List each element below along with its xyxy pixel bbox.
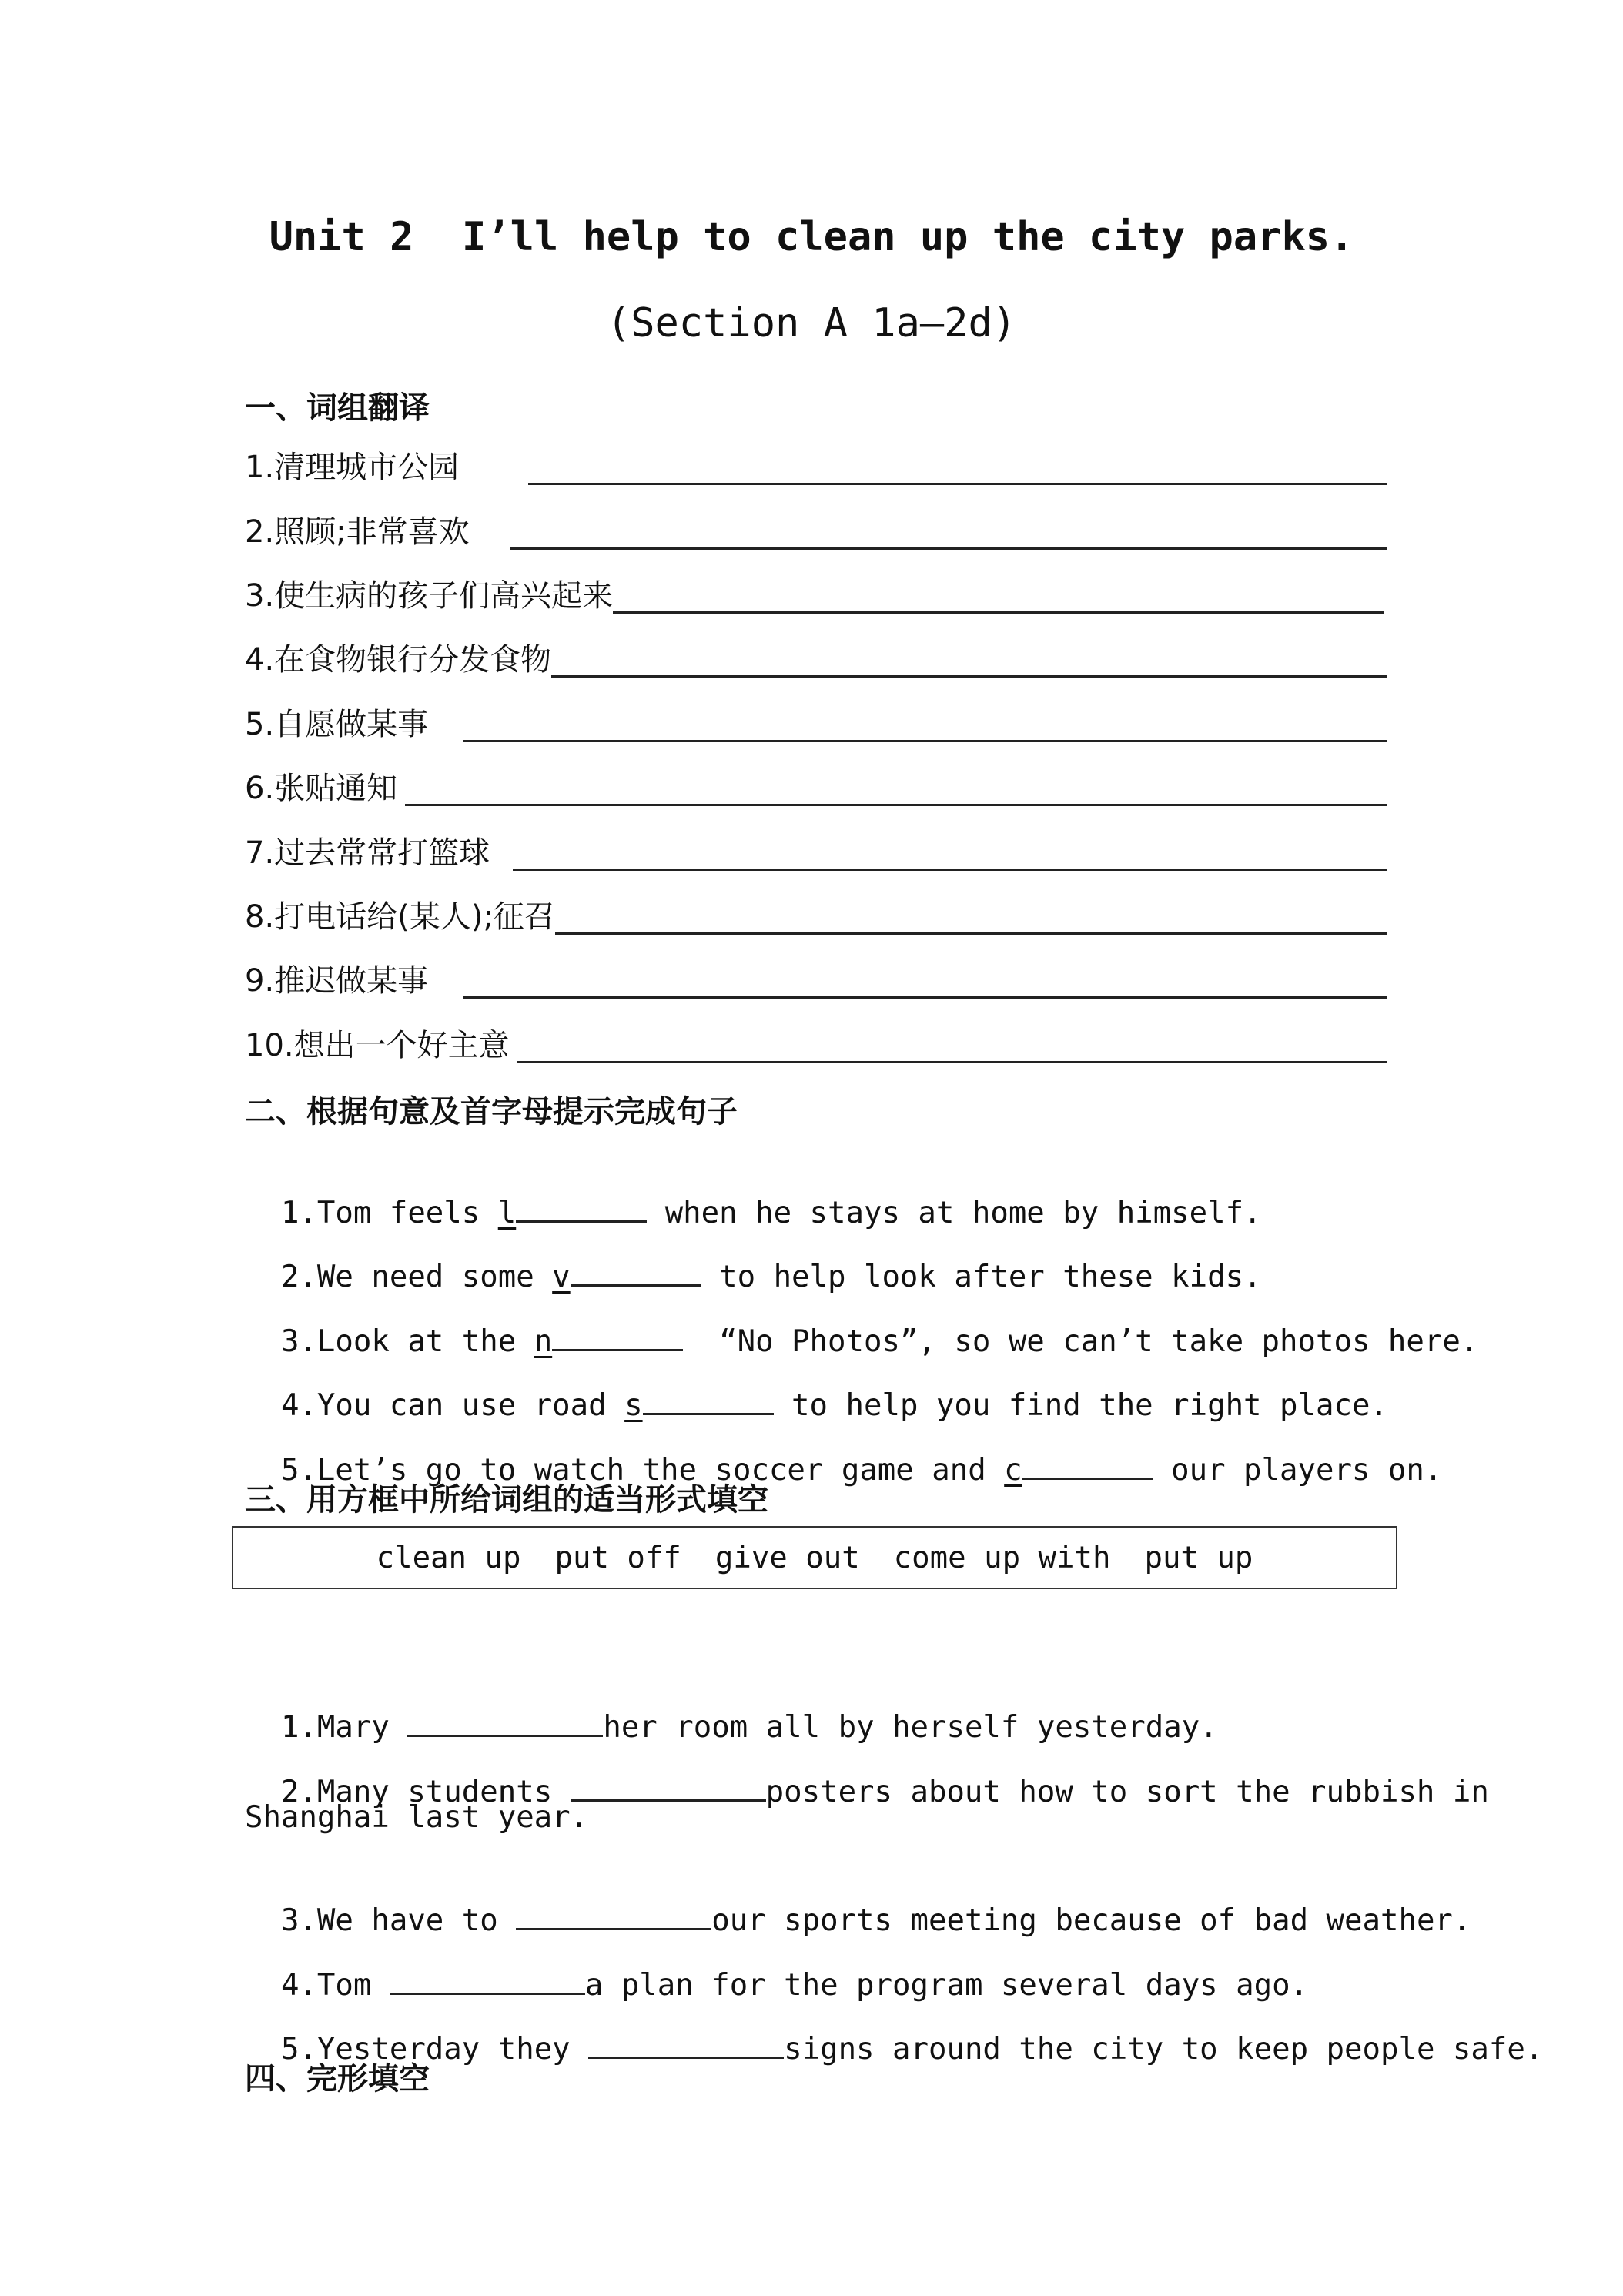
hint-letter: s	[624, 1388, 643, 1424]
sentence-start: 5.Let’s go to watch the soccer game and	[280, 1453, 1005, 1488]
phrase-row	[245, 893, 1387, 936]
answer-blank[interactable]	[516, 1901, 711, 1930]
answer-blank[interactable]	[405, 804, 1387, 806]
sentence-end: “No Photos”, so we can’t take photos here.	[683, 1324, 1479, 1360]
sentence-start: 2.We need some	[280, 1260, 553, 1295]
sentence-start: 3.Look at the	[280, 1324, 534, 1360]
section-1-heading: 一、词组翻译	[245, 390, 430, 426]
phrase-label: 2.照顾;非常喜欢	[245, 514, 470, 550]
word-option: come up with	[893, 1540, 1111, 1575]
answer-blank[interactable]	[588, 2030, 784, 2059]
phrase-label: 8.打电话给(某人);征召	[245, 899, 555, 935]
answer-blank[interactable]	[528, 483, 1387, 485]
answer-blank[interactable]	[643, 1386, 774, 1415]
fill-item-continuation: Shanghai last year.	[245, 1800, 589, 1835]
phrase-row	[245, 443, 1387, 487]
answer-blank[interactable]	[407, 1708, 603, 1737]
sentence-start: 3.We have to	[280, 1903, 517, 1939]
fill-item	[245, 1991, 1543, 2069]
hint-letter: n	[534, 1324, 553, 1360]
sentence-end: when he stays at home by himself.	[647, 1196, 1262, 1231]
phrase-label: 9.推迟做某事	[245, 963, 429, 999]
worksheet-title: Unit 2 I’ll help to clean up the city parks.	[269, 214, 1354, 260]
sentence-start: 5.Yesterday they	[280, 2032, 589, 2067]
word-box	[232, 1526, 1397, 1589]
section-3-heading: 三、用方框中所给词组的适当形式填空	[245, 1482, 768, 1518]
sentence-end: to help look after these kids.	[701, 1260, 1262, 1295]
phrase-label: 6.张贴通知	[245, 771, 398, 806]
answer-blank[interactable]	[571, 1772, 766, 1802]
answer-blank[interactable]	[513, 869, 1387, 871]
answer-blank[interactable]	[571, 1257, 701, 1287]
answer-blank[interactable]	[463, 740, 1387, 742]
phrase-row	[245, 1022, 1387, 1065]
phrase-label: 10.想出一个好主意	[245, 1028, 510, 1063]
phrase-row	[245, 957, 1387, 1000]
worksheet-subtitle: (Section A 1a—2d)	[606, 300, 1017, 346]
word-option: give out	[714, 1540, 860, 1575]
sentence-start: 1.Tom feels	[280, 1196, 498, 1231]
phrase-label: 1.清理城市公园	[245, 450, 460, 485]
answer-blank[interactable]	[517, 1061, 1387, 1063]
hint-letter: v	[552, 1260, 571, 1295]
answer-blank[interactable]	[1022, 1451, 1153, 1480]
section-4-heading: 四、完形填空	[245, 2061, 430, 2097]
word-option: clean up	[376, 1540, 521, 1575]
answer-blank[interactable]	[613, 611, 1384, 614]
phrase-label: 4.在食物银行分发食物	[245, 642, 552, 678]
sentence-end: signs around the city to keep people safe.	[784, 2032, 1544, 2067]
sentence-end: her room all by herself yesterday.	[603, 1710, 1218, 1745]
word-option: put off	[554, 1540, 681, 1575]
phrase-row	[245, 636, 1387, 679]
answer-blank[interactable]	[551, 675, 1387, 678]
hint-letter: c	[1004, 1453, 1022, 1488]
sentence-end: to help you find the right place.	[773, 1388, 1388, 1424]
phrase-row	[245, 508, 1387, 551]
phrase-row	[245, 572, 1384, 615]
sentence-start: 4.Tom	[280, 1968, 390, 2003]
answer-blank[interactable]	[463, 996, 1387, 999]
phrase-row	[245, 765, 1387, 808]
phrase-row	[245, 701, 1387, 744]
sentence-end: our players on.	[1153, 1453, 1443, 1488]
phrase-label: 7.过去常常打篮球	[245, 835, 490, 871]
sentence-end: posters about how to sort the rubbish in	[765, 1775, 1489, 1810]
answer-blank[interactable]	[510, 547, 1387, 550]
sentence-start: 2.Many students	[280, 1775, 571, 1810]
word-option: put up	[1144, 1540, 1253, 1575]
phrase-label: 5.自愿做某事	[245, 707, 429, 742]
answer-blank[interactable]	[555, 932, 1387, 935]
phrase-row	[245, 829, 1387, 872]
sentence-start: 1.Mary	[280, 1710, 408, 1745]
phrase-label: 3.使生病的孩子们高兴起来	[245, 578, 614, 614]
section-2-heading: 二、根据句意及首字母提示完成句子	[245, 1094, 738, 1130]
sentence-end: our sports meeting because of bad weather.	[711, 1903, 1471, 1939]
sentence-start: 4.You can use road	[280, 1388, 625, 1424]
hint-letter: l	[497, 1196, 517, 1231]
sentence-end: a plan for the program several days ago.	[584, 1968, 1309, 2003]
